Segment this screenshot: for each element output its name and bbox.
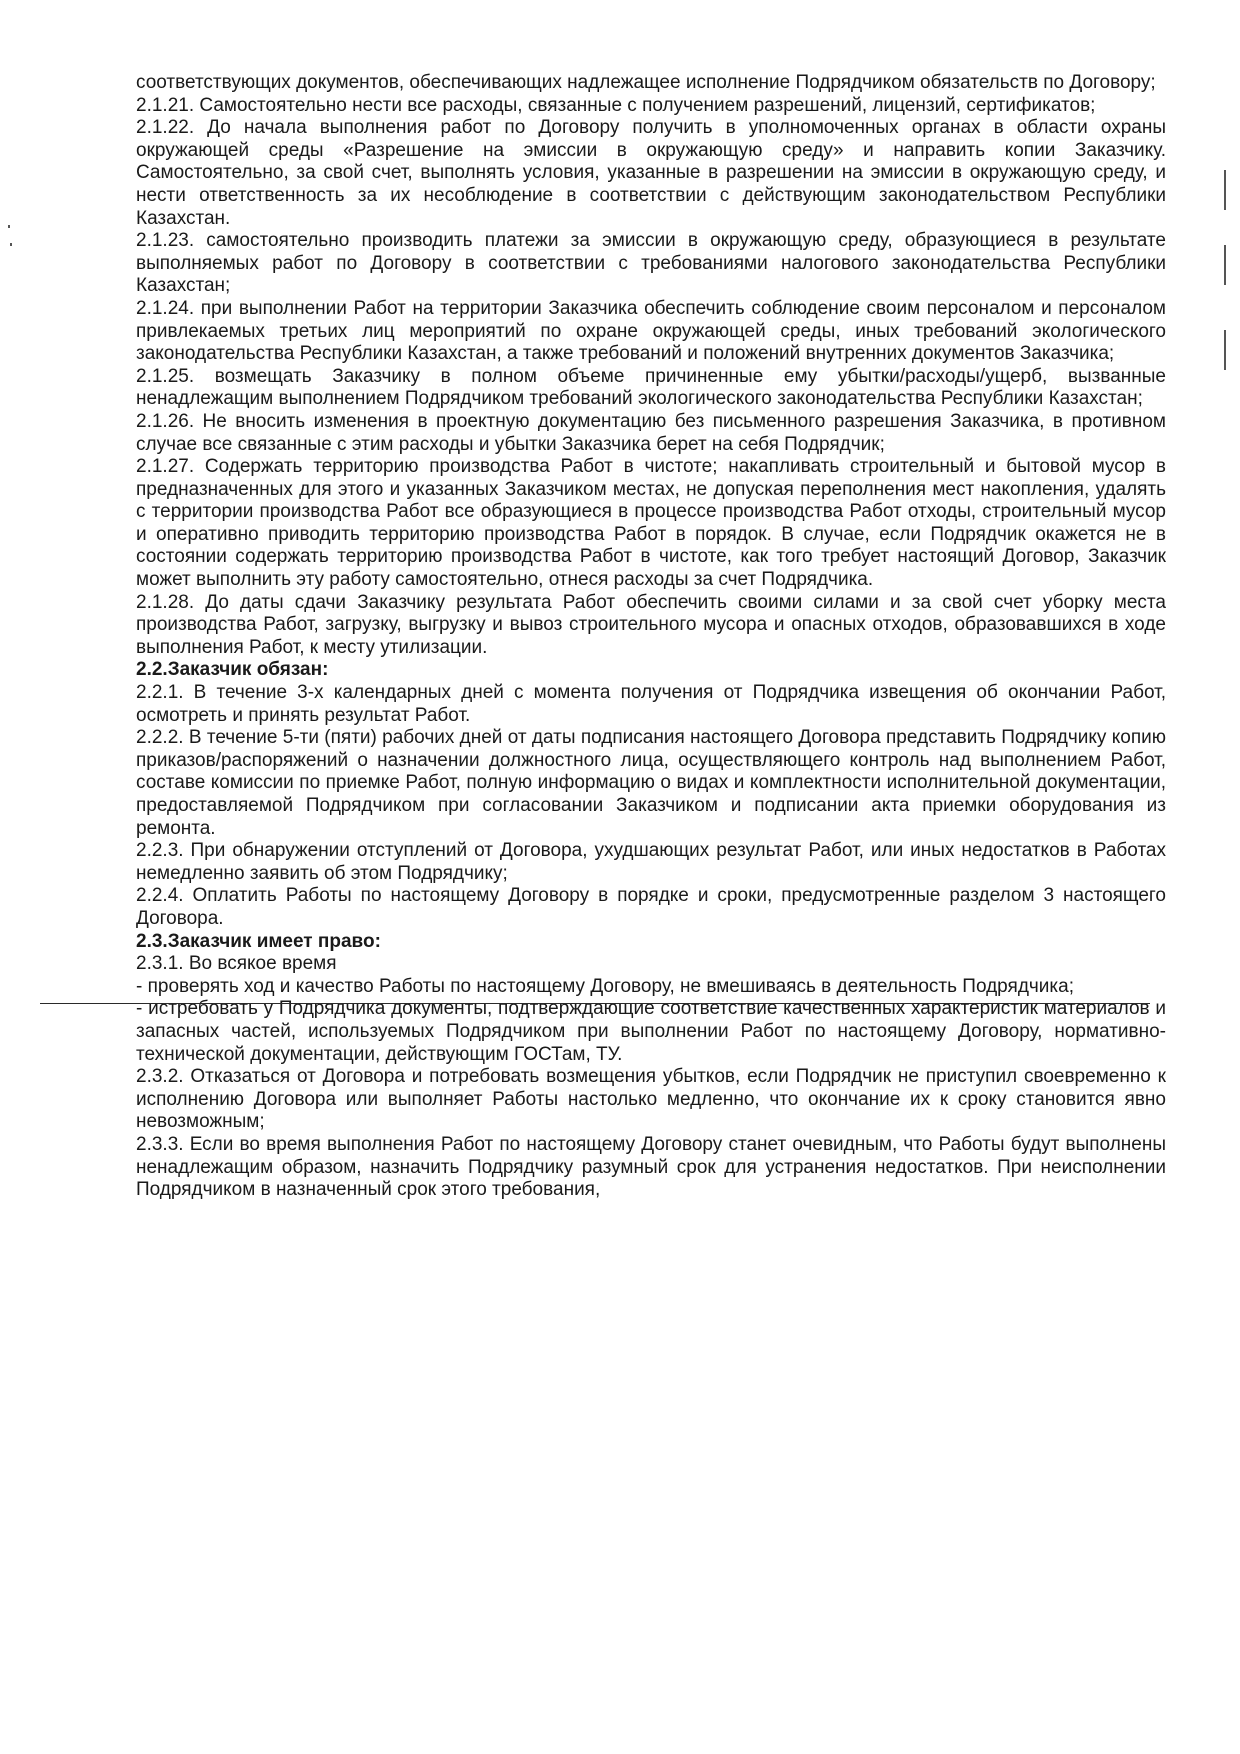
paragraph: 2.1.26. Не вносить изменения в проектную документацию без письменного разрешения Заказчика, в противном случае все связанные с этим расходы и убытки Заказчика берет на себя Подрядчик; [136,410,1166,455]
paragraph: 2.1.21. Самостоятельно нести все расходы, связанные с получением разрешений, лицензий, сертификатов; [136,94,1096,116]
scan-speck [10,243,12,246]
section-heading: 2.3.Заказчик имеет право: [136,930,381,952]
paragraph: 2.3.2. Отказаться от Договора и потребовать возмещения убытков, если Подрядчик не приступил своевременно к исполнению Договора или выполняет Работы настолько медленно, что окончание их к сроку становится явно невозможным; [136,1066,1166,1133]
paragraph: 2.1.27. Содержать территорию производства Работ в чистоте; накапливать строительный и бытовой мусор в предназначенных для этого и указанных Заказчиком местах, не допуская переполнения мест накопления, удалять с территории производства Работ все образующиеся в процессе производства Работ отходы, строительный мусор и оперативно приводить территорию производства Работ в порядок. В случае, если Подрядчик окажется не в состоянии содержать территорию производства Работ в чистоте, как того требует настоящий Договор, Заказчик может выполнить эту работу самостоятельно, отнеся расходы за счет Подрядчика. [136,456,1166,591]
document-body [136,72,1166,1202]
scan-speck [1224,245,1226,285]
paragraph: 2.1.22. До начала выполнения работ по Договору получить в уполномоченных органах в области охраны окружающей среды «Разрешение на эмиссии в окружающую среду» и направить копии Заказчику. Самостоятельно, за свой счет, выполнять условия, указанные в разрешении на эмиссии в окружающую среду, и нести ответственность за их несоблюдение в соответствии с действующим законодательством Республики Казахстан. [136,117,1166,229]
paragraph: 2.2.3. При обнаружении отступлений от Договора, ухудшающих результат Работ, или иных недостатков в Работах немедленно заявить об этом Подрядчику; [136,840,1166,884]
paragraph: - проверять ход и качество Работы по настоящему Договору, не вмешиваясь в деятельность Подрядчика; [136,975,1074,997]
paragraph: 2.1.25. возмещать Заказчику в полном объеме причиненные ему убытки/расходы/ущерб, вызванные ненадлежащим выполнением Подрядчиком требований экологического законодательства Республики Казахстан; [136,365,1166,410]
paragraph: - истребовать у Подрядчика документы, подтверждающие соответствие качественных характеристик материалов и запасных частей, используемых Подрядчиком при выполнении Работ по настоящему Договору, нормативно-технической документации, действующим ГОСТам, ТУ. [136,998,1166,1065]
paragraph: 2.1.23. самостоятельно производить платежи за эмиссии в окружающую среду, образующиеся в результате выполняемых работ по Договору в соответствии с требованиями налогового законодательства Республики Казахстан; [136,230,1166,297]
paragraph: 2.2.2. В течение 5-ти (пяти) рабочих дней от даты подписания настоящего Договора представить Подрядчику копию приказов/распоряжений о назначении должностного лица, осуществляющего контроль над выполнением Работ, составе комиссии по приемке Работ, полную информацию о видах и комплектности исполнительной документации, предоставляемой Подрядчиком при согласовании Заказчиком и подписании акта приемки оборудования из ремонта. [136,727,1166,839]
paragraph: соответствующих документов, обеспечивающих надлежащее исполнение Подрядчиком обязательств по Договору; [136,72,1156,93]
paragraph: 2.1.28. До даты сдачи Заказчику результата Работ обеспечить своими силами и за свой счет уборку места производства Работ, загрузку, выгрузку и вывоз строительного мусора и опасных отходов, образовавшихся в ходе выполнения Работ, к месту утилизации. [136,591,1166,658]
scan-speck [1224,330,1226,370]
scan-line-artifact [40,1003,1150,1004]
paragraph: 2.1.24. при выполнении Работ на территории Заказчика обеспечить соблюдение своим персоналом и персоналом привлекаемых третьих лиц мероприятий по охране окружающей среды, иных требований экологического законодательства Республики Казахстан, а также требований и положений внутренних документов Заказчика; [136,297,1166,365]
paragraph: 2.3.1. Во всякое время [136,953,337,975]
paragraph: 2.3.3. Если во время выполнения Работ по настоящему Договору станет очевидным, что Работы будут выполнены ненадлежащим образом, назначить Подрядчику разумный срок для устранения недостатков. При неисполнении Подрядчиком в назначенный срок этого требования, [136,1133,1166,1201]
scan-speck [8,225,10,228]
paragraph: 2.2.4. Оплатить Работы по настоящему Договору в порядке и сроки, предусмотренные разделом 3 настоящего Договора. [136,885,1166,929]
scan-speck [1224,170,1226,210]
paragraph: 2.2.1. В течение 3-х календарных дней с момента получения от Подрядчика извещения об окончании Работ, осмотреть и принять результат Работ. [136,682,1166,726]
section-heading: 2.2.Заказчик обязан: [136,659,329,681]
